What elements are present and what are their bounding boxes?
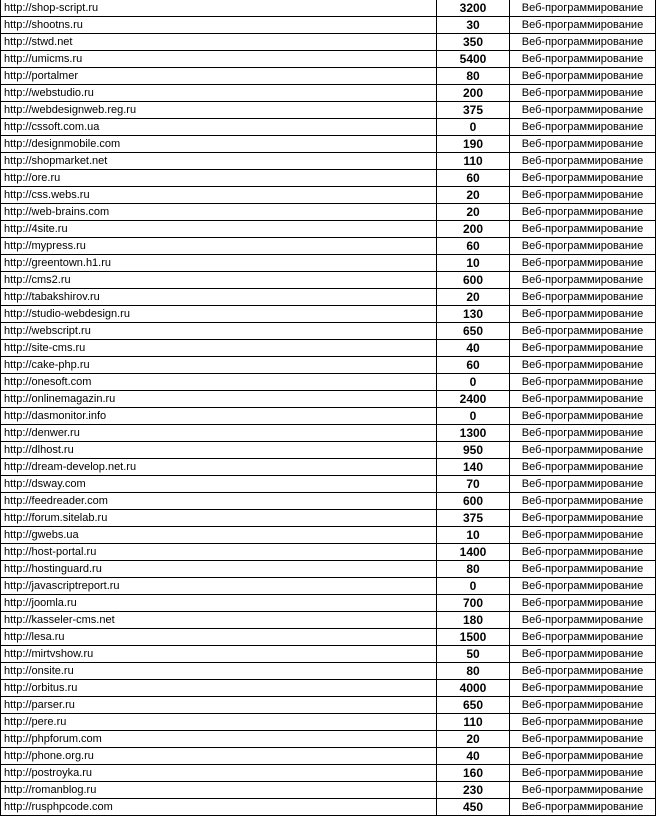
count-cell: 80 bbox=[437, 561, 510, 578]
table-body bbox=[1, 0, 656, 816]
url-cell[interactable]: http://onlinemagazin.ru bbox=[1, 391, 437, 408]
category-cell: Веб-программирование bbox=[510, 374, 656, 391]
url-cell[interactable]: http://cssoft.com.ua bbox=[1, 119, 437, 136]
table-row bbox=[1, 119, 656, 136]
table-row bbox=[1, 527, 656, 544]
table-row bbox=[1, 51, 656, 68]
category-cell: Веб-программирование bbox=[510, 119, 656, 136]
count-cell: 110 bbox=[437, 714, 510, 731]
count-cell: 0 bbox=[437, 119, 510, 136]
category-cell: Веб-программирование bbox=[510, 510, 656, 527]
table-row bbox=[1, 68, 656, 85]
url-cell[interactable]: http://denwer.ru bbox=[1, 425, 437, 442]
count-cell: 60 bbox=[437, 170, 510, 187]
table-row bbox=[1, 748, 656, 765]
url-cell[interactable]: http://shopmarket.net bbox=[1, 153, 437, 170]
url-cell[interactable]: http://pere.ru bbox=[1, 714, 437, 731]
url-cell[interactable]: http://ore.ru bbox=[1, 170, 437, 187]
count-cell: 40 bbox=[437, 340, 510, 357]
category-cell: Веб-программирование bbox=[510, 697, 656, 714]
url-cell[interactable]: http://web-brains.com bbox=[1, 204, 437, 221]
category-cell: Веб-программирование bbox=[510, 680, 656, 697]
url-cell[interactable]: http://gwebs.ua bbox=[1, 527, 437, 544]
url-cell[interactable]: http://stwd.net bbox=[1, 34, 437, 51]
category-cell: Веб-программирование bbox=[510, 85, 656, 102]
url-cell[interactable]: http://shootns.ru bbox=[1, 17, 437, 34]
table-row bbox=[1, 493, 656, 510]
url-cell[interactable]: http://greentown.h1.ru bbox=[1, 255, 437, 272]
table-row bbox=[1, 408, 656, 425]
category-cell: Веб-программирование bbox=[510, 799, 656, 816]
count-cell: 20 bbox=[437, 289, 510, 306]
count-cell: 650 bbox=[437, 323, 510, 340]
table-row bbox=[1, 272, 656, 289]
url-cell[interactable]: http://mypress.ru bbox=[1, 238, 437, 255]
count-cell: 190 bbox=[437, 136, 510, 153]
url-cell[interactable]: http://forum.sitelab.ru bbox=[1, 510, 437, 527]
url-cell[interactable]: http://mirtvshow.ru bbox=[1, 646, 437, 663]
table-row bbox=[1, 595, 656, 612]
category-cell: Веб-программирование bbox=[510, 170, 656, 187]
table-row bbox=[1, 340, 656, 357]
table-row bbox=[1, 187, 656, 204]
category-cell: Веб-программирование bbox=[510, 408, 656, 425]
url-cell[interactable]: http://umicms.ru bbox=[1, 51, 437, 68]
table-row bbox=[1, 323, 656, 340]
category-cell: Веб-программирование bbox=[510, 102, 656, 119]
url-cell[interactable]: http://parser.ru bbox=[1, 697, 437, 714]
category-cell: Веб-программирование bbox=[510, 323, 656, 340]
category-cell: Веб-программирование bbox=[510, 595, 656, 612]
url-cell[interactable]: http://webdesignweb.reg.ru bbox=[1, 102, 437, 119]
category-cell: Веб-программирование bbox=[510, 136, 656, 153]
table-row bbox=[1, 357, 656, 374]
url-cell[interactable]: http://onsite.ru bbox=[1, 663, 437, 680]
table-row bbox=[1, 391, 656, 408]
count-cell: 230 bbox=[437, 782, 510, 799]
count-cell: 70 bbox=[437, 476, 510, 493]
table-row bbox=[1, 731, 656, 748]
category-cell: Веб-программирование bbox=[510, 68, 656, 85]
category-cell: Веб-программирование bbox=[510, 51, 656, 68]
category-cell: Веб-программирование bbox=[510, 459, 656, 476]
count-cell: 600 bbox=[437, 493, 510, 510]
table-row bbox=[1, 238, 656, 255]
url-cell[interactable]: http://hostinguard.ru bbox=[1, 561, 437, 578]
table-row bbox=[1, 102, 656, 119]
url-cell[interactable]: http://4site.ru bbox=[1, 221, 437, 238]
table-row bbox=[1, 510, 656, 527]
category-cell: Веб-программирование bbox=[510, 153, 656, 170]
count-cell: 80 bbox=[437, 68, 510, 85]
url-cell[interactable]: http://dsway.com bbox=[1, 476, 437, 493]
table-row bbox=[1, 578, 656, 595]
category-cell: Веб-программирование bbox=[510, 340, 656, 357]
url-cell[interactable]: http://onesoft.com bbox=[1, 374, 437, 391]
url-cell[interactable]: http://tabakshirov.ru bbox=[1, 289, 437, 306]
category-cell: Веб-программирование bbox=[510, 578, 656, 595]
category-cell: Веб-программирование bbox=[510, 17, 656, 34]
category-cell: Веб-программирование bbox=[510, 731, 656, 748]
table-row bbox=[1, 799, 656, 816]
table-row bbox=[1, 765, 656, 782]
table-row bbox=[1, 680, 656, 697]
table-row bbox=[1, 0, 656, 17]
table-row bbox=[1, 255, 656, 272]
category-cell: Веб-программирование bbox=[510, 238, 656, 255]
category-cell: Веб-программирование bbox=[510, 221, 656, 238]
category-cell: Веб-программирование bbox=[510, 493, 656, 510]
table-row bbox=[1, 646, 656, 663]
count-cell: 140 bbox=[437, 459, 510, 476]
url-cell[interactable]: http://dlhost.ru bbox=[1, 442, 437, 459]
category-cell: Веб-программирование bbox=[510, 289, 656, 306]
count-cell: 350 bbox=[437, 34, 510, 51]
count-cell: 950 bbox=[437, 442, 510, 459]
category-cell: Веб-программирование bbox=[510, 306, 656, 323]
table-row bbox=[1, 459, 656, 476]
table-row bbox=[1, 85, 656, 102]
table-row bbox=[1, 425, 656, 442]
category-cell: Веб-программирование bbox=[510, 204, 656, 221]
table-row bbox=[1, 697, 656, 714]
table-row bbox=[1, 306, 656, 323]
url-cell[interactable]: http://phone.org.ru bbox=[1, 748, 437, 765]
category-cell: Веб-программирование bbox=[510, 663, 656, 680]
count-cell: 450 bbox=[437, 799, 510, 816]
table-row bbox=[1, 612, 656, 629]
table-row bbox=[1, 153, 656, 170]
url-cell[interactable]: http://rusphpcode.com bbox=[1, 799, 437, 816]
url-cell[interactable]: http://postroyka.ru bbox=[1, 765, 437, 782]
count-cell: 110 bbox=[437, 153, 510, 170]
count-cell: 60 bbox=[437, 357, 510, 374]
category-cell: Веб-программирование bbox=[510, 391, 656, 408]
url-cell[interactable]: http://portalmer bbox=[1, 68, 437, 85]
count-cell: 50 bbox=[437, 646, 510, 663]
count-cell: 4000 bbox=[437, 680, 510, 697]
url-cell[interactable]: http://studio-webdesign.ru bbox=[1, 306, 437, 323]
category-cell: Веб-программирование bbox=[510, 425, 656, 442]
count-cell: 0 bbox=[437, 374, 510, 391]
count-cell: 375 bbox=[437, 102, 510, 119]
category-cell: Веб-программирование bbox=[510, 544, 656, 561]
count-cell: 180 bbox=[437, 612, 510, 629]
url-cell[interactable]: http://css.webs.ru bbox=[1, 187, 437, 204]
count-cell: 1500 bbox=[437, 629, 510, 646]
url-cell[interactable]: http://webscript.ru bbox=[1, 323, 437, 340]
count-cell: 1300 bbox=[437, 425, 510, 442]
url-cell[interactable]: http://webstudio.ru bbox=[1, 85, 437, 102]
count-cell: 375 bbox=[437, 510, 510, 527]
count-cell: 10 bbox=[437, 527, 510, 544]
table-row bbox=[1, 544, 656, 561]
url-cell[interactable]: http://designmobile.com bbox=[1, 136, 437, 153]
count-cell: 5400 bbox=[437, 51, 510, 68]
count-cell: 30 bbox=[437, 17, 510, 34]
table-row bbox=[1, 442, 656, 459]
count-cell: 700 bbox=[437, 595, 510, 612]
count-cell: 20 bbox=[437, 187, 510, 204]
url-cell[interactable]: http://phpforum.com bbox=[1, 731, 437, 748]
table-row bbox=[1, 170, 656, 187]
count-cell: 130 bbox=[437, 306, 510, 323]
url-cell[interactable]: http://cake-php.ru bbox=[1, 357, 437, 374]
category-cell: Веб-программирование bbox=[510, 714, 656, 731]
category-cell: Веб-программирование bbox=[510, 187, 656, 204]
url-cell[interactable]: http://orbitus.ru bbox=[1, 680, 437, 697]
category-cell: Веб-программирование bbox=[510, 646, 656, 663]
category-cell: Веб-программирование bbox=[510, 357, 656, 374]
url-cell[interactable]: http://romanblog.ru bbox=[1, 782, 437, 799]
category-cell: Веб-программирование bbox=[510, 748, 656, 765]
count-cell: 10 bbox=[437, 255, 510, 272]
count-cell: 3200 bbox=[437, 0, 510, 17]
table-row bbox=[1, 782, 656, 799]
count-cell: 200 bbox=[437, 221, 510, 238]
url-cell[interactable]: http://dasmonitor.info bbox=[1, 408, 437, 425]
count-cell: 200 bbox=[437, 85, 510, 102]
count-cell: 1400 bbox=[437, 544, 510, 561]
table-row bbox=[1, 374, 656, 391]
category-cell: Веб-программирование bbox=[510, 272, 656, 289]
category-cell: Веб-программирование bbox=[510, 782, 656, 799]
category-cell: Веб-программирование bbox=[510, 34, 656, 51]
category-cell: Веб-программирование bbox=[510, 0, 656, 17]
url-cell[interactable]: http://feedreader.com bbox=[1, 493, 437, 510]
count-cell: 0 bbox=[437, 408, 510, 425]
table-row bbox=[1, 629, 656, 646]
category-cell: Веб-программирование bbox=[510, 442, 656, 459]
url-cell[interactable]: http://joomla.ru bbox=[1, 595, 437, 612]
table-row bbox=[1, 663, 656, 680]
count-cell: 20 bbox=[437, 204, 510, 221]
count-cell: 160 bbox=[437, 765, 510, 782]
table-row bbox=[1, 221, 656, 238]
category-cell: Веб-программирование bbox=[510, 255, 656, 272]
category-cell: Веб-программирование bbox=[510, 612, 656, 629]
count-cell: 80 bbox=[437, 663, 510, 680]
url-cell[interactable]: http://site-cms.ru bbox=[1, 340, 437, 357]
category-cell: Веб-программирование bbox=[510, 629, 656, 646]
url-cell[interactable]: http://shop-script.ru bbox=[1, 0, 437, 17]
count-cell: 600 bbox=[437, 272, 510, 289]
table-row bbox=[1, 204, 656, 221]
count-cell: 0 bbox=[437, 578, 510, 595]
url-cell[interactable]: http://dream-develop.net.ru bbox=[1, 459, 437, 476]
url-cell[interactable]: http://kasseler-cms.net bbox=[1, 612, 437, 629]
count-cell: 60 bbox=[437, 238, 510, 255]
table-row bbox=[1, 17, 656, 34]
url-cell[interactable]: http://javascriptreport.ru bbox=[1, 578, 437, 595]
count-cell: 20 bbox=[437, 731, 510, 748]
table-row bbox=[1, 289, 656, 306]
table-row bbox=[1, 136, 656, 153]
category-cell: Веб-программирование bbox=[510, 476, 656, 493]
url-cell[interactable]: http://cms2.ru bbox=[1, 272, 437, 289]
category-cell: Веб-программирование bbox=[510, 561, 656, 578]
count-cell: 650 bbox=[437, 697, 510, 714]
table-row bbox=[1, 34, 656, 51]
table-row bbox=[1, 476, 656, 493]
category-cell: Веб-программирование bbox=[510, 527, 656, 544]
table-row bbox=[1, 714, 656, 731]
category-cell: Веб-программирование bbox=[510, 765, 656, 782]
url-cell[interactable]: http://lesa.ru bbox=[1, 629, 437, 646]
url-cell[interactable]: http://host-portal.ru bbox=[1, 544, 437, 561]
count-cell: 2400 bbox=[437, 391, 510, 408]
count-cell: 40 bbox=[437, 748, 510, 765]
table-row bbox=[1, 561, 656, 578]
